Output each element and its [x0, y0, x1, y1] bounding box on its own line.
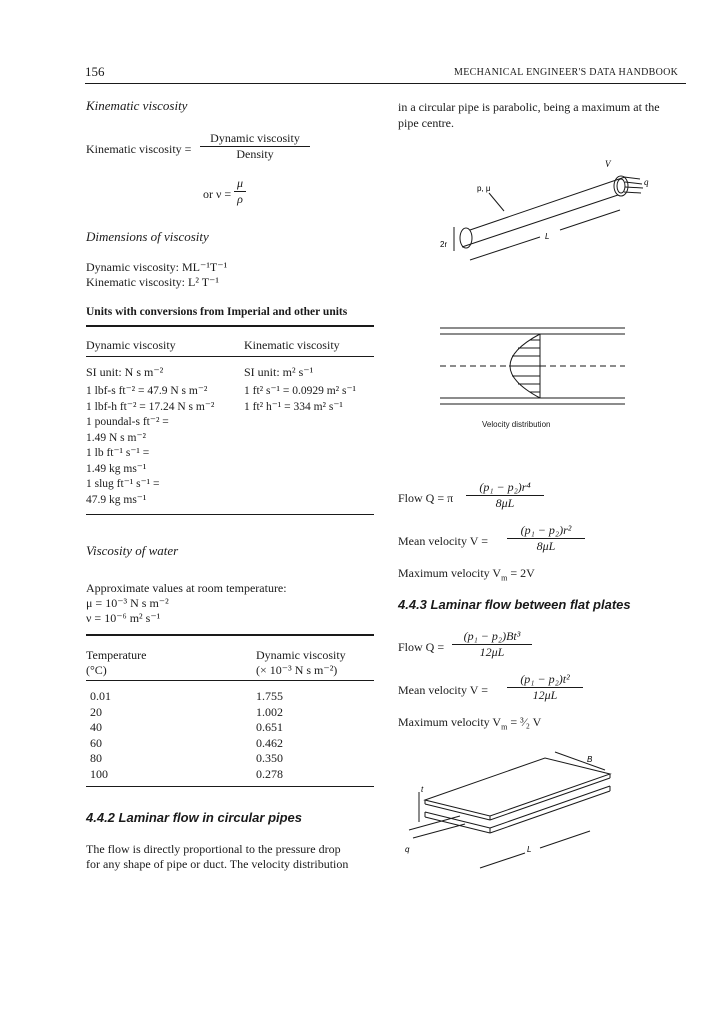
water-nu: ν = 10⁻⁶ m² s⁻¹ [86, 611, 161, 625]
units-col2-list [244, 384, 356, 415]
plates-max-sub: m [501, 722, 508, 732]
plates-max-rhs: = ³⁄₂ V [510, 715, 542, 729]
water-col1-header-b: (°C) [86, 663, 107, 677]
velocity-caption: Velocity distribution [482, 420, 551, 429]
mu-symbol: μ [236, 176, 244, 190]
mu-rho-fraction [234, 176, 246, 207]
pipe-flow-den: 8μL [466, 495, 544, 511]
table-cell: 80 [90, 751, 102, 765]
pipe-label-2r: 2r [440, 240, 448, 249]
pipe-max-sub: m [501, 573, 508, 583]
table-cell: 0.462 [256, 735, 283, 750]
table-cell: 1.49 N s m⁻² [86, 431, 146, 444]
plates-flow-fraction [452, 629, 532, 660]
table-cell: 1 ft² s⁻¹ = 0.0929 m² s⁻¹ [244, 385, 356, 397]
plates-mean-label: Mean velocity V = [398, 683, 488, 697]
section-442-heading: 4.4.2 Laminar flow in circular pipes [86, 810, 303, 825]
table-cell: 20 [90, 704, 102, 719]
pipe-mean-label: Mean velocity V = [398, 534, 488, 548]
pipe-diagram [440, 155, 690, 280]
pipe-flow-label: Flow Q = π [398, 491, 454, 505]
or-nu: or ν = [203, 187, 232, 201]
plate-label-l: L [527, 845, 532, 854]
pipe-max-label: Maximum velocity V [398, 566, 502, 580]
table-cell: 1.002 [256, 704, 283, 719]
pipe-flow-num: (p₁ − p₂)r⁴ [479, 480, 531, 494]
table-cell: 1.49 kg ms⁻¹ [86, 462, 147, 475]
units-table-rule-top [86, 325, 374, 327]
right-text-2: pipe centre. [398, 116, 454, 130]
table-cell: 0.01 [90, 689, 111, 703]
units-table-rule-bottom [86, 514, 374, 515]
water-temps [90, 689, 111, 782]
page-number: 156 [85, 64, 105, 79]
water-heading: Viscosity of water [86, 543, 179, 558]
pipe-mean-num: (p₁ − p₂)r² [520, 523, 572, 537]
pipe-label-v: V [605, 159, 611, 169]
pipe-mean-den: 8μL [507, 538, 585, 554]
section-442-text-1: The flow is directly proportional to the pressure drop [86, 842, 341, 856]
units-si1: SI unit: N s m⁻² [86, 365, 164, 379]
table-cell: 40 [90, 720, 102, 734]
plates-mean-num: (p₁ − p₂)t² [520, 672, 570, 686]
pipe-label-p-mu: p, μ [477, 184, 491, 193]
plates-flow-den: 12μL [452, 644, 532, 660]
plate-label-q: q [405, 845, 410, 854]
kinematic-viscosity-heading: Kinematic viscosity [86, 98, 188, 113]
units-table-rule-mid [86, 356, 374, 357]
pipe-label-l: L [545, 232, 550, 241]
table-cell: 60 [90, 735, 102, 750]
plates-mean-den: 12μL [507, 687, 583, 703]
kv-fraction [200, 131, 310, 162]
pipe-mean-fraction [507, 523, 585, 554]
kv-denominator: Density [200, 146, 310, 162]
plates-max-velocity [398, 715, 541, 731]
plates-max-label: Maximum velocity V [398, 715, 502, 729]
plate-label-b: B [587, 755, 593, 764]
right-text-1: in a circular pipe is parabolic, being a maximum at the [398, 100, 660, 114]
table-cell: 0.651 [256, 720, 283, 734]
dim-dynamic: Dynamic viscosity: ML⁻¹T⁻¹ [86, 260, 228, 274]
water-table-rule-bottom [86, 786, 374, 787]
table-cell: 0.350 [256, 751, 283, 765]
table-cell: 1 slug ft⁻¹ s⁻¹ = [86, 478, 160, 490]
velocity-distribution-diagram [440, 320, 630, 415]
dim-kinematic: Kinematic viscosity: L² T⁻¹ [86, 275, 219, 289]
units-col1-list [86, 384, 214, 508]
pipe-max-rhs: = 2V [510, 566, 535, 580]
plates-mean-fraction [507, 672, 583, 703]
table-cell: 1 ft² h⁻¹ = 334 m² s⁻¹ [244, 400, 343, 413]
water-col2-header-b: (× 10⁻³ N s m⁻²) [256, 663, 338, 677]
table-cell: 47.9 kg ms⁻¹ [86, 493, 147, 506]
plate-label-t: t [421, 785, 424, 794]
table-cell: 1 lb ft⁻¹ s⁻¹ = [86, 447, 150, 459]
running-title: MECHANICAL ENGINEER'S DATA HANDBOOK [454, 67, 679, 78]
units-col1-header: Dynamic viscosity [86, 338, 176, 352]
table-cell: 1.755 [256, 689, 283, 703]
water-approx: Approximate values at room temperature: [86, 581, 287, 595]
table-cell: 0.278 [256, 766, 283, 781]
section-443-heading: 4.4.3 Laminar flow between flat plates [398, 597, 631, 612]
water-table-rule-top [86, 634, 374, 636]
dimensions-heading: Dimensions of viscosity [86, 229, 209, 244]
water-col2-header-a: Dynamic viscosity [256, 648, 346, 662]
table-cell: 1 lbf-h ft⁻² = 17.24 N s m⁻² [86, 400, 215, 413]
flat-plates-diagram [405, 740, 625, 885]
units-si2: SI unit: m² s⁻¹ [244, 365, 314, 379]
kv-lhs: Kinematic viscosity = [86, 142, 192, 156]
pipe-max-velocity [398, 566, 535, 582]
header-rule [85, 83, 686, 84]
table-cell: 1 poundal-s ft⁻² = [86, 416, 169, 428]
table-cell: 100 [90, 766, 108, 781]
plates-flow-label: Flow Q = [398, 640, 445, 654]
water-col1-header-a: Temperature [86, 648, 147, 662]
water-table-rule-mid [86, 680, 374, 681]
rho-symbol: ρ [234, 191, 246, 207]
table-cell: 1 lbf-s ft⁻² = 47.9 N s m⁻² [86, 385, 208, 397]
plates-flow-num: (p₁ − p₂)Bt³ [463, 629, 521, 643]
units-heading: Units with conversions from Imperial and other units [86, 306, 348, 318]
section-442-text-2: for any shape of pipe or duct. The velocity distribution [86, 857, 349, 871]
units-col2-header: Kinematic viscosity [244, 338, 340, 352]
water-mu: μ = 10⁻³ N s m⁻² [86, 596, 169, 610]
pipe-flow-fraction [466, 480, 544, 511]
kv-numerator: Dynamic viscosity [210, 131, 300, 145]
water-visc [256, 689, 283, 782]
pipe-label-q: q [644, 177, 649, 187]
